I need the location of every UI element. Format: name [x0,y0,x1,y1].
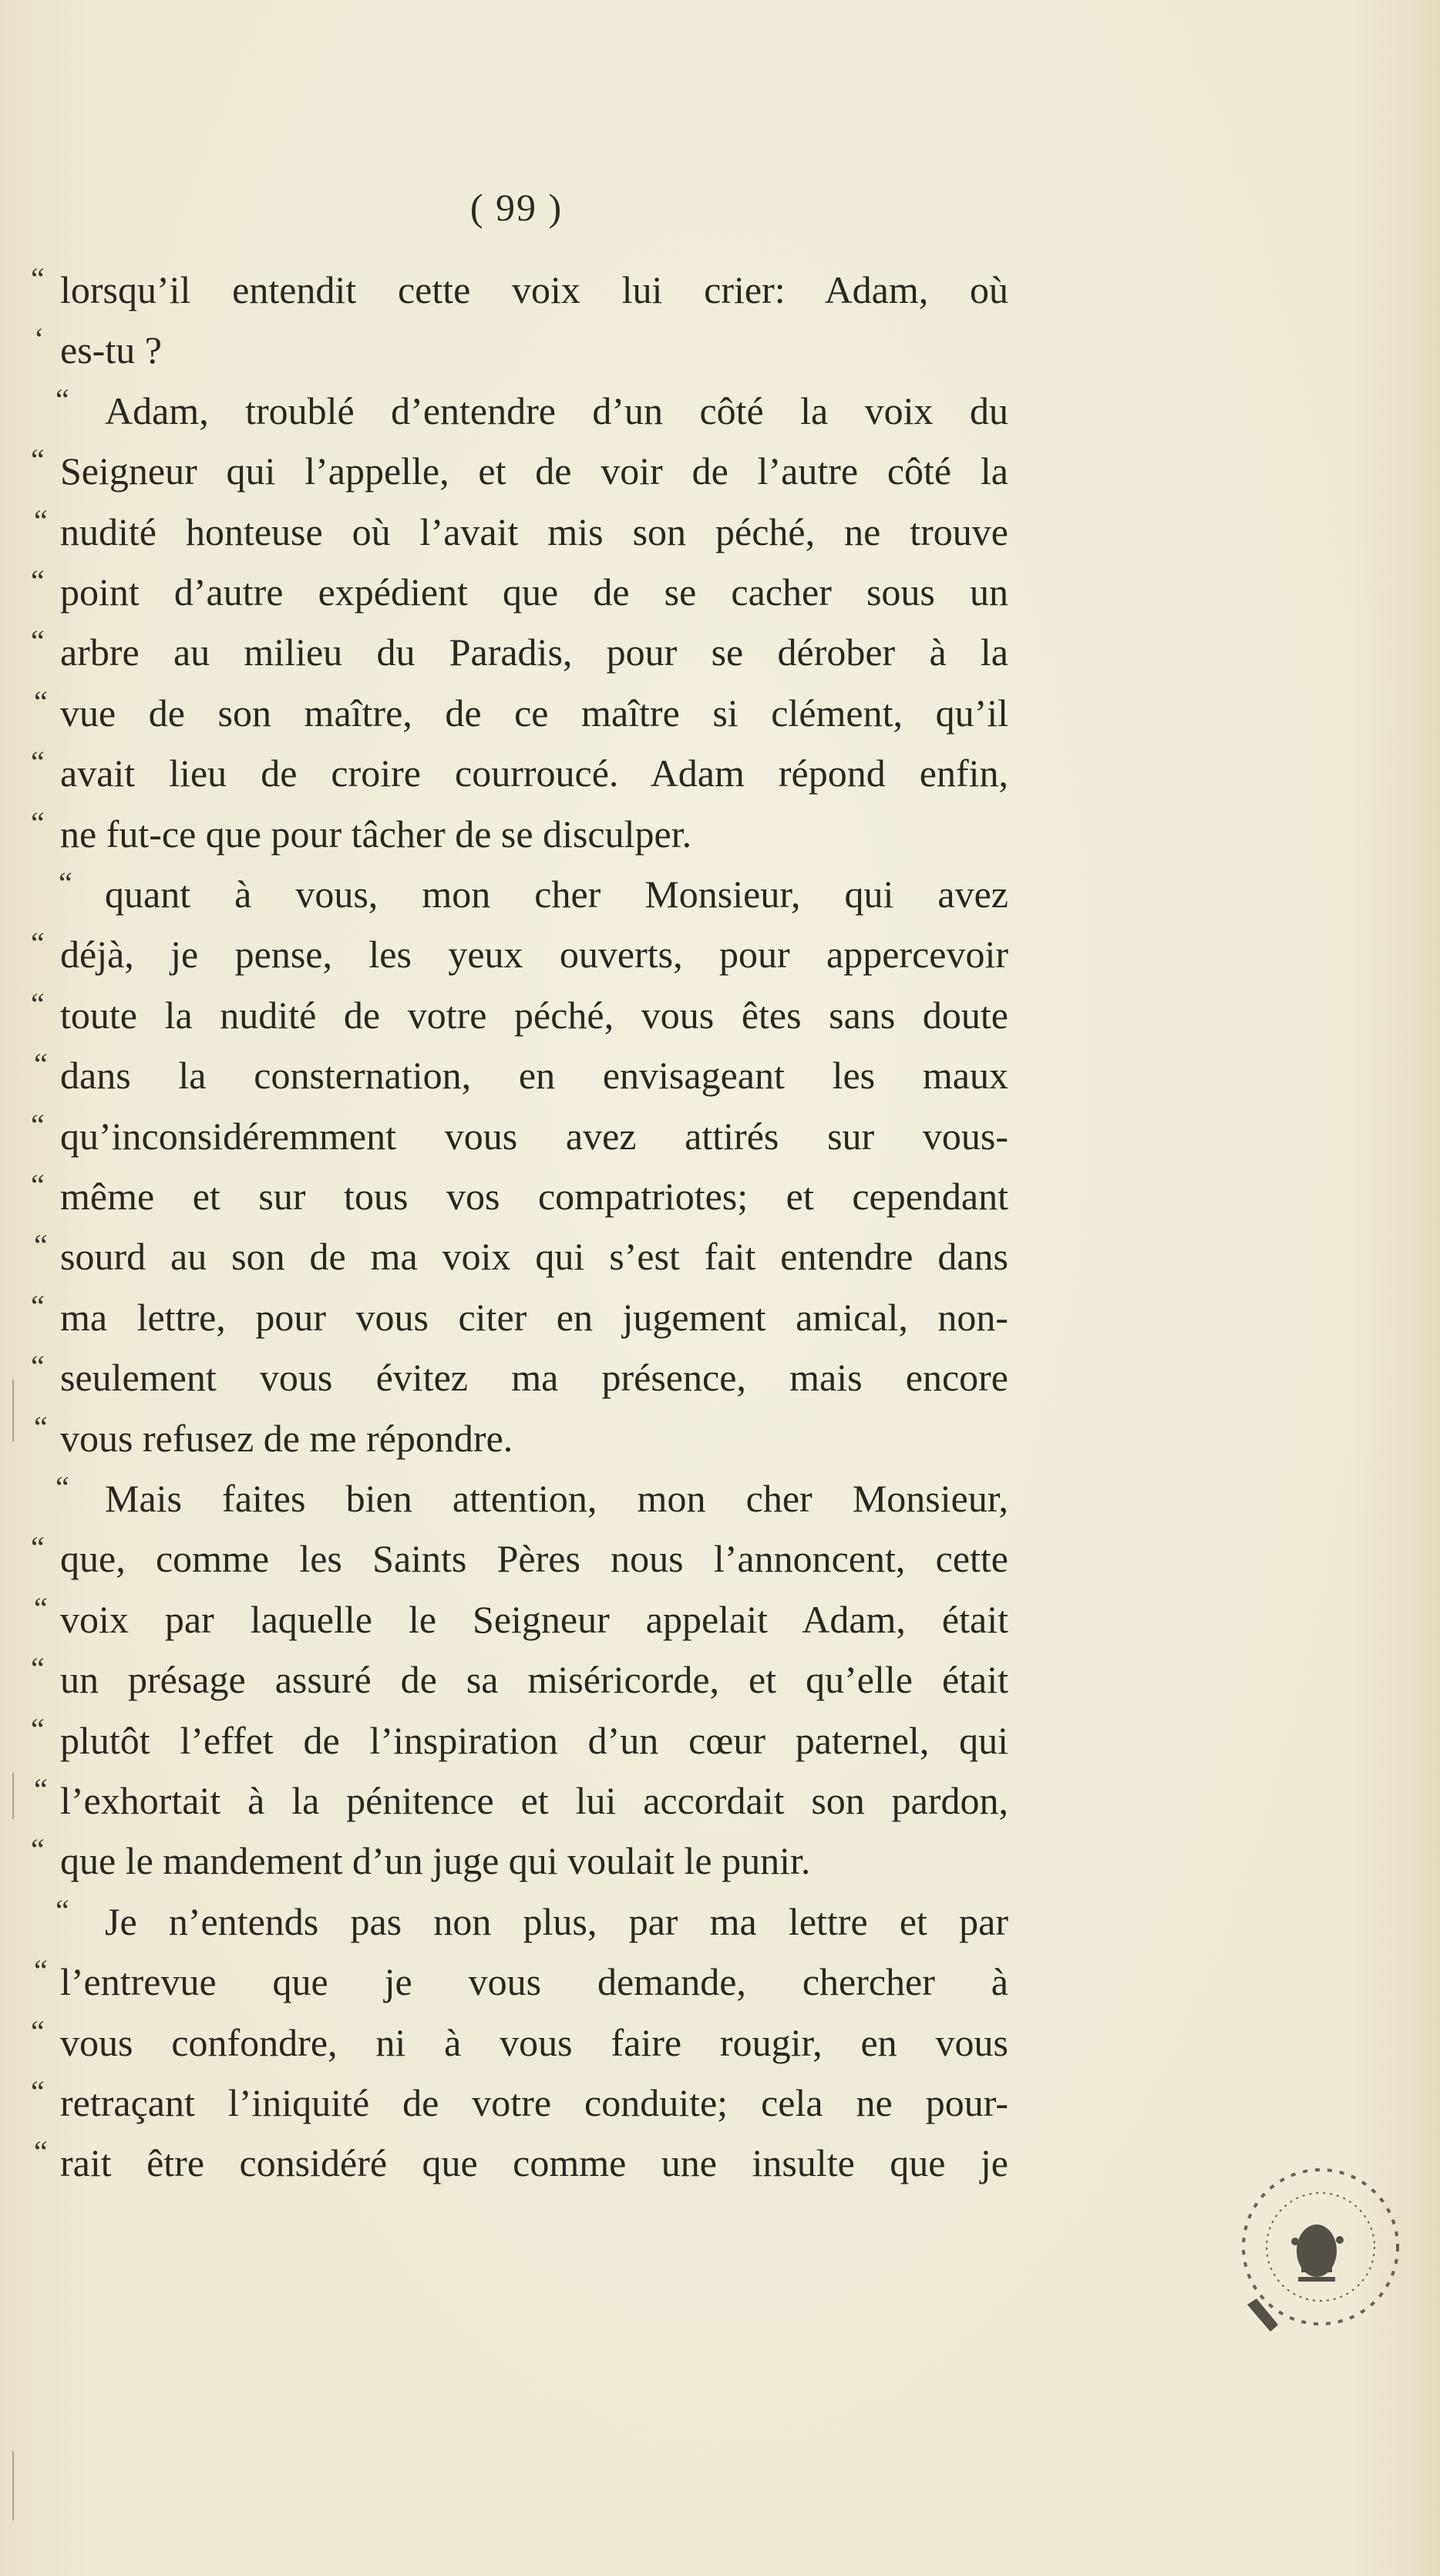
quote-mark: “ [31,926,45,961]
line-text: l’exhortait à la pénitence et lui accordait son pardon, [60,1779,1008,1822]
quote-mark: ‘ [34,321,45,357]
line-text: l’entrevue que je vous demande, chercher à [60,1960,1008,2004]
text-line [0,623,1440,683]
page-number: ( 99 ) [469,186,564,229]
text-line [0,1771,1440,1831]
quote-mark: “ [31,2074,45,2109]
quote-mark: “ [34,1772,48,1807]
quote-mark: “ [59,866,72,900]
quote-mark: “ [34,1047,48,1082]
quote-mark: “ [31,745,45,780]
quote-mark: “ [56,1892,69,1928]
line-text: qu’inconsidéremment vous avez attirés sur vous- [60,1114,1008,1158]
text-line [0,1167,1440,1227]
line-text: Adam, troublé d’entendre d’un côté la voix du [105,388,1008,432]
quote-mark: “ [34,1953,48,1989]
line-text: sourd au son de ma voix qui s’est fait entendre dans [60,1235,1008,1279]
quote-mark: “ [31,805,45,840]
text-line [0,1529,1440,1589]
text-line [0,1831,1440,1892]
quote-mark: “ [56,382,69,417]
quote-mark: “ [31,1832,45,1868]
quote-mark: “ [31,1107,45,1142]
line-text: seulement vous évitez ma présence, mais encore [60,1356,1008,1400]
line-text: arbre au milieu du Paradis, pour se dérober à la [60,631,1008,674]
line-text: dans la consternation, en envisageant les maux [60,1054,1008,1098]
line-text: même et sur tous vos compatriotes; et cependant [60,1175,1008,1218]
line-text: ma lettre, pour vous citer en jugement amical, non- [60,1295,1008,1339]
line-text: es-tu ? [60,328,162,372]
text-line [0,1409,1440,1469]
quote-mark: “ [31,261,45,296]
quote-mark: “ [34,503,48,538]
quote-mark: “ [31,986,45,1021]
quote-mark: “ [34,1590,48,1626]
line-text: point d’autre expédient que de se cacher sous un [60,570,1008,614]
margin-mark [12,2451,14,2521]
text-line [0,744,1440,804]
line-text: vue de son maître, de ce maître si clément, qu’il [60,691,1008,735]
line-text: vous refusez de me répondre. [60,1416,513,1460]
line-text: déjà, je pense, les yeux ouverts, pour appercevoir [60,933,1008,977]
text-line [0,986,1440,1046]
text-line [0,382,1440,442]
text-line [0,1288,1440,1348]
quote-mark: “ [31,624,45,659]
line-text: vous confondre, ni à vous faire rougir, en vous [60,2020,1008,2064]
line-text: Mais faites bien attention, mon cher Monsieur, [105,1477,1008,1520]
line-text: toute la nudité de votre péché, vous êtes sans doute [60,993,1008,1037]
text-line [0,1469,1440,1529]
text-line [0,684,1440,744]
quote-mark: “ [31,1530,45,1565]
line-text: rait être considéré que comme une insulte que je [60,2141,1008,2185]
quote-mark: “ [31,1349,45,1384]
line-text: que, comme les Saints Pères nous l’annoncent, cette [60,1537,1008,1581]
quote-mark: “ [34,2134,48,2170]
text-line [0,321,1440,381]
quote-mark: “ [31,1711,45,1747]
text-line [0,1348,1440,1408]
text-line [0,925,1440,985]
quote-mark: “ [31,442,45,478]
text-line [0,805,1440,865]
line-text: avait lieu de croire courroucé. Adam répond enfin, [60,752,1008,795]
line-text: que le mandement d’un juge qui voulait le punir. [60,1839,811,1883]
line-text: ne fut-ce que pour tâcher de se disculper. [60,812,692,856]
quote-mark: “ [31,563,45,598]
text-line [0,1952,1440,2013]
text-line [0,1107,1440,1167]
line-text: lorsqu’il entendit cette voix lui crier: Adam, où [60,268,1008,311]
text-line [0,2013,1440,2073]
text-line [0,442,1440,502]
text-line [0,1650,1440,1710]
text-line [0,865,1440,925]
quote-mark: “ [34,1409,48,1444]
text-line [0,2073,1440,2134]
line-text: Je n’entends pas non plus, par ma lettre et par [105,1899,1008,1943]
quote-mark: “ [34,684,48,719]
line-text: voix par laquelle le Seigneur appelait Adam, était [60,1597,1008,1641]
quote-mark: “ [31,1288,45,1323]
text-line [0,503,1440,563]
text-line [0,1711,1440,1771]
quote-mark: “ [31,1651,45,1687]
line-text: nudité honteuse où l’avait mis son péché, ne trouve [60,509,1008,553]
text-line [0,1227,1440,1287]
quote-mark: “ [31,1168,45,1202]
quote-mark: “ [56,1470,69,1505]
margin-mark [12,1380,14,1441]
line-text: quant à vous, mon cher Monsieur, qui avez [105,873,1008,916]
text-line [0,563,1440,623]
line-text: Seigneur qui l’appelle, et de voir de l’autre côté la [60,449,1008,493]
text-line [0,1590,1440,1650]
line-text: retraçant l’iniquité de votre conduite; cela ne pour- [60,2081,1008,2124]
line-text: plutôt l’effet de l’inspiration d’un cœur paternel, qui [60,1718,1008,1762]
text-line [0,261,1440,321]
text-line [0,1892,1440,1952]
quote-mark: “ [34,1228,48,1263]
text-line [0,1046,1440,1106]
library-stamp-image [1224,2151,1417,2343]
quote-mark: “ [31,2013,45,2049]
margin-mark [12,1773,14,1819]
line-text: un présage assuré de sa miséricorde, et qu’elle était [60,1658,1008,1702]
